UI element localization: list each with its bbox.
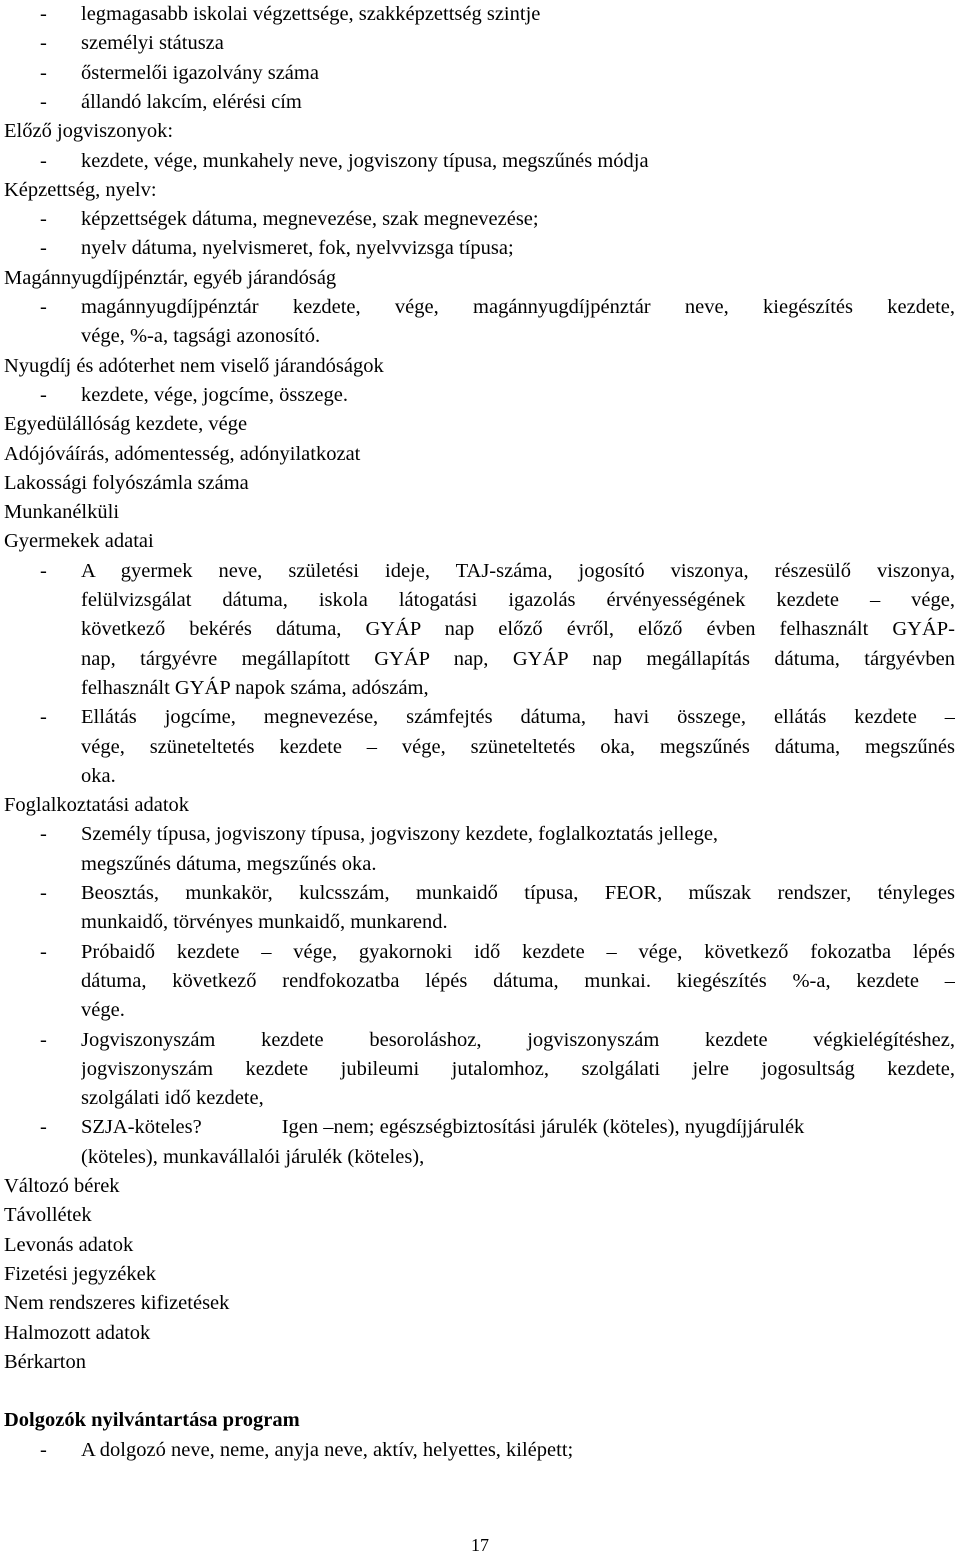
list-item-continuation: szolgálati idő kezdete, [81,1087,264,1110]
list-item [0,147,960,176]
list-item-continuation: munkaidő, törvényes munkaidő, munkarend. [81,911,448,934]
list-item-continuation-text: felülvizsgálat dátuma, iskola látogatási igazolás érvényességének kezdete – vége, [81,589,955,611]
bullet-dash: - [40,940,47,963]
list-item [0,820,960,849]
list-item-continuation: vége. [81,999,125,1022]
bullet-dash: - [40,706,47,729]
section-heading: Nem rendszeres kifizetések [4,1292,230,1315]
section-heading: Egyedülállóság kezdete, vége [4,413,248,436]
bullet-dash: - [40,3,47,25]
bullet-dash: - [40,208,47,231]
list-item-continuation-text: következő bekérés dátuma, GYÁP nap előző évről, előző évben felhasznált GYÁP- [81,618,955,641]
bullet-dash: - [40,149,47,172]
page-number: 17 [471,1535,489,1555]
list-item [0,381,960,410]
list-item-continuation-text: jogviszonyszám kezdete jubileumi jutalomhoz, szolgálati jelre jogosultság kezdete, [81,1057,955,1080]
bullet-dash: - [40,1116,47,1139]
list-item [0,557,960,586]
list-item [0,1113,960,1142]
list-item-text: magánnyugdíjpénztár kezdete, vége, magánnyugdíjpénztár neve, kiegészítés kezdete, [81,296,955,318]
section-heading: Gyermekek adatai [4,530,154,553]
list-item-text: Ellátás jogcíme, megnevezése, számfejtés dátuma, havi összege, ellátás kezdete – [81,706,955,729]
list-item-text: A gyermek neve, születési ideje, TAJ-száma, jogosító viszonya, részesülő viszonya, [81,559,955,582]
list-item-text: Beosztás, munkakör, kulcsszám, munkaidő típusa, FEOR, műszak rendszer, tényleges [81,882,955,904]
bullet-dash: - [40,1028,47,1051]
szja-answer: Igen –nem; egészségbiztosítási járulék (köteles), nyugdíjjárulék [281,1116,805,1139]
list-item-continuation [81,586,960,615]
list-item [0,1026,960,1055]
list-item [0,293,960,322]
list-item-text [81,1113,804,1142]
list-item [0,205,960,234]
section-heading: Fizetési jegyzékek [4,1262,156,1285]
section-heading: Képzettség, nyelv: [4,178,157,201]
list-item-text: Próbaidő kezdete – vége, gyakornoki idő kezdete – vége, következő fokozatba lépés [81,940,955,963]
list-item-continuation: oka. [81,764,116,787]
list-item [0,29,960,58]
section-heading: Változó bérek [4,1175,120,1197]
list-item-continuation [81,733,960,762]
list-item [0,234,960,263]
list-item-continuation: megszűnés dátuma, megszűnés oka. [81,852,377,875]
section-heading: Halmozott adatok [4,1321,151,1344]
bullet-dash: - [40,296,47,318]
section-heading: Munkanélküli [4,501,120,524]
section-heading: Nyugdíj és adóterhet nem viselő járandóságok [4,354,384,377]
section-heading: Adójóváírás, adómentesség, adónyilatkozat [4,442,361,465]
szja-question: SZJA-köteles? [81,1116,202,1139]
list-item [0,879,960,908]
list-item-continuation [81,967,960,996]
program-title: Dolgozók nyilvántartása program [4,1409,300,1432]
list-item-continuation: felhasznált GYÁP napok száma, adószám, [81,676,429,699]
section-heading: Magánnyugdíjpénztár, egyéb járandóság [4,266,337,289]
list-item-text: Jogviszonyszám kezdete besoroláshoz, jogviszonyszám kezdete végkielégítéshez, [81,1028,955,1051]
list-item-text: őstermelői igazolvány száma [81,61,319,84]
list-item-text: A dolgozó neve, neme, anyja neve, aktív, helyettes, kilépett; [81,1438,574,1461]
bullet-dash: - [40,1438,47,1461]
list-item [0,88,960,117]
section-heading: Bérkarton [4,1350,86,1373]
list-item-text: nyelv dátuma, nyelvismeret, fok, nyelvvizsga típusa; [81,237,514,260]
list-item-continuation-text: nap, tárgyévre megállapított GYÁP nap, GYÁP nap megállapítás dátuma, tárgyévben [81,647,955,670]
list-item-text: képzettségek dátuma, megnevezése, szak megnevezése; [81,208,539,231]
list-item-text: személyi státusza [81,32,224,55]
section-heading: Távollétek [4,1204,92,1227]
list-item-text: Személy típusa, jogviszony típusa, jogviszony kezdete, foglalkoztatás jellege, [81,823,719,846]
section-heading: Előző jogviszonyok: [4,120,174,143]
list-item [0,0,960,29]
bullet-dash: - [40,383,47,406]
list-item-continuation-text: vége, szüneteltetés kezdete – vége, szüneteltetés oka, megszűnés dátuma, megszűnés [81,735,955,758]
bullet-dash: - [40,882,47,904]
list-item [0,703,960,732]
bullet-dash: - [40,559,47,582]
bullet-dash: - [40,237,47,260]
list-item-continuation: (köteles), munkavállalói járulék (köteles), [81,1145,425,1168]
list-item-text: legmagasabb iskolai végzettsége, szakképzettség szintje [81,3,541,25]
section-heading: Foglalkoztatási adatok [4,794,190,817]
list-item-text: kezdete, vége, munkahely neve, jogviszony típusa, megszűnés módja [81,149,649,172]
list-item-continuation: vége, %-a, tagsági azonosító. [81,325,321,348]
section-heading: Lakossági folyószámla száma [4,471,249,494]
list-item-continuation [81,1055,960,1084]
bullet-dash: - [40,90,47,113]
list-item-continuation [81,615,960,644]
list-item-continuation-text: dátuma, következő rendfokozatba lépés dátuma, munkai. kiegészítés %-a, kezdete – [81,969,955,992]
list-item [0,59,960,88]
bullet-dash: - [40,32,47,55]
bullet-dash: - [40,61,47,84]
list-item-text: kezdete, vége, jogcíme, összege. [81,383,348,406]
list-item-continuation [81,645,960,674]
list-item [0,1436,960,1465]
bullet-dash: - [40,823,47,846]
section-heading: Levonás adatok [4,1233,134,1256]
list-item [0,938,960,967]
list-item-text: állandó lakcím, elérési cím [81,90,302,113]
